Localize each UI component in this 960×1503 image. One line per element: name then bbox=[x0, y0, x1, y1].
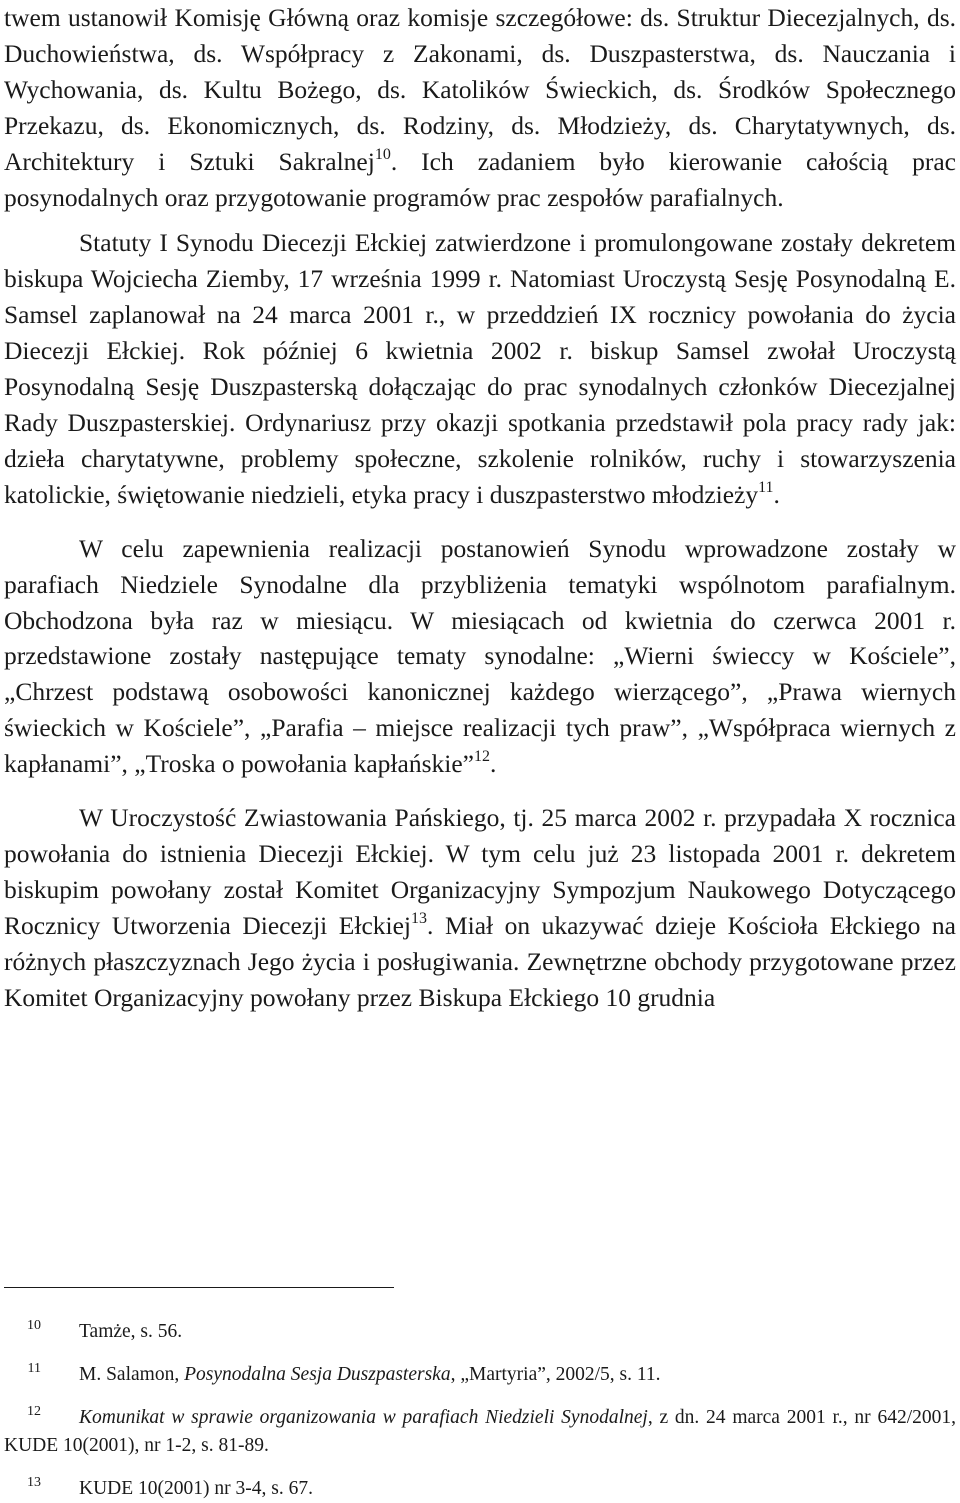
footnote-text: KUDE 10(2001) nr 3-4, s. 67. bbox=[79, 1478, 313, 1499]
footnote-title: Komunikat w sprawie organizowania w parafiach Niedzieli Synodalnej bbox=[79, 1407, 648, 1428]
paragraph-text: . bbox=[489, 749, 497, 779]
footnote-ref[interactable]: 11 bbox=[758, 478, 774, 496]
footnote-text: Tamże, s. 56. bbox=[79, 1321, 183, 1342]
paragraph-text: . Ich zadaniem było kierowanie całością prac posynodalnych oraz przygotowanie programów prac zespołów parafialnych. bbox=[4, 146, 956, 212]
paragraph bbox=[4, 225, 956, 512]
footnote-separator bbox=[4, 1287, 394, 1288]
footnote-item: 10 Tamże, s. 56. bbox=[27, 1318, 183, 1342]
footnote-item: 11 M. Salamon, Posynodalna Sesja Duszpasterska, „Martyria”, 2002/5, s. 11. bbox=[27, 1361, 661, 1385]
footnotes bbox=[4, 1318, 956, 1503]
footnote-ref[interactable]: 10 bbox=[374, 145, 391, 163]
footnote-item: 13 KUDE 10(2001) nr 3-4, s. 67. bbox=[27, 1475, 313, 1499]
paragraph bbox=[4, 800, 956, 1015]
paragraph-text: W celu zapewnienia realizacji postanowień Synodu wprowadzone zostały w parafiach Niedziele Synodalne dla przybliżenia tematyki wspólnotom parafialnym. Obchodzona była raz w miesiącu. W miesiącach od kwietnia do czerwca 2001 r. przedstawione zostały następujące tematy synodalne: „Wierni świeccy w Kościele”, „Chrzest podstawą osobowości kanonicznej każdego wierzącego”, „Prawa wiernych świeckich w Kościele”, „Parafia – miejsce realizacji tych praw”, „Współpraca wiernych z kapłanami”, „Troska o powołania kapłańskie” bbox=[4, 533, 956, 779]
footnote-text: , z dn. 24 marca 2001 r., nr 642/2001, KUDE 10(2001), nr 1-2, s. 81-89. bbox=[4, 1407, 956, 1456]
footnote-title: Posynodalna Sesja Duszpasterska bbox=[184, 1364, 451, 1385]
paragraph bbox=[4, 0, 956, 215]
paragraph-text: . bbox=[773, 479, 780, 509]
paragraph bbox=[4, 531, 956, 782]
paragraph-text: twem ustanowił Komisję Główną oraz komisje szczegółowe: ds. Struktur Diecezjalnych, ds. Duchowieństwa, ds. Współpracy z Zakonami, ds. Duszpasterstwa, ds. Nauczania i Wychowania, ds. Kultu Bożego, ds. Katolików Świeckich, ds. Środków Społecznego Przekazu, ds. Ekonomicznych, ds. Rodziny, ds. Młodzieży, ds. Charytatywnych, ds. Architektury i Sztuki Sakralnej bbox=[4, 3, 956, 176]
footnote-author: M. Salamon, bbox=[79, 1364, 185, 1385]
document-body bbox=[4, 0, 956, 1015]
paragraph-text: W Uroczystość Zwiastowania Pańskiego, tj. 25 marca 2002 r. przypadała X rocznica powołania do istnienia Diecezji Ełckiej. W tym celu już 23 listopada 2001 r. dekretem biskupim powołany został Komitet Organizacyjny Sympozjum Naukowego Dotyczącego Rocznicy Utworzenia Diecezji Ełckiej bbox=[4, 803, 956, 940]
footnote-ref[interactable]: 13 bbox=[411, 909, 428, 927]
footnote-item: 12 Komunikat w sprawie organizowania w parafiach Niedzieli Synodalnej, z dn. 24 marca 2001 r., nr 642/2001, KUDE 10(2001), nr 1-2, s. 81-89. bbox=[4, 1404, 956, 1456]
footnote-text: , „Martyria”, 2002/5, s. 11. bbox=[450, 1364, 661, 1385]
footnote-ref[interactable]: 12 bbox=[473, 748, 490, 766]
paragraph-text: Statuty I Synodu Diecezji Ełckiej zatwierdzone i promulongowane zostały dekretem biskupa Wojciecha Ziemby, 17 września 1999 r. Natomiast Uroczystą Sesję Posynodalną E. Samsel zaplanował na 24 marca 2001 r., w przeddzień IX rocznicy powołania do życia Diecezji Ełckiej. Rok później 6 kwietnia 2002 r. biskup Samsel zwołał Uroczystą Posynodalną Sesję Duszpasterską dołączając do prac synodalnych członków Diecezjalnej Rady Duszpasterskiej. Ordynariusz przy okazji spotkania przedstawił pola pracy rady jak: dzieła charytatywne, problemy społeczne, szkolenie rolników, ruchy i stowarzyszenia katolickie, świętowanie niedzieli, etyka pracy i duszpasterstwo młodzieży bbox=[4, 228, 956, 509]
paragraph-text: . Miał on ukazywać dzieje Kościoła Ełckiego na różnych płaszczyznach Jego życia i posługiwania. Zewnętrzne obchody przygotowane przez Komitet Organizacyjny powołany przez Biskupa Ełckiego 10 grudnia bbox=[4, 910, 956, 1012]
